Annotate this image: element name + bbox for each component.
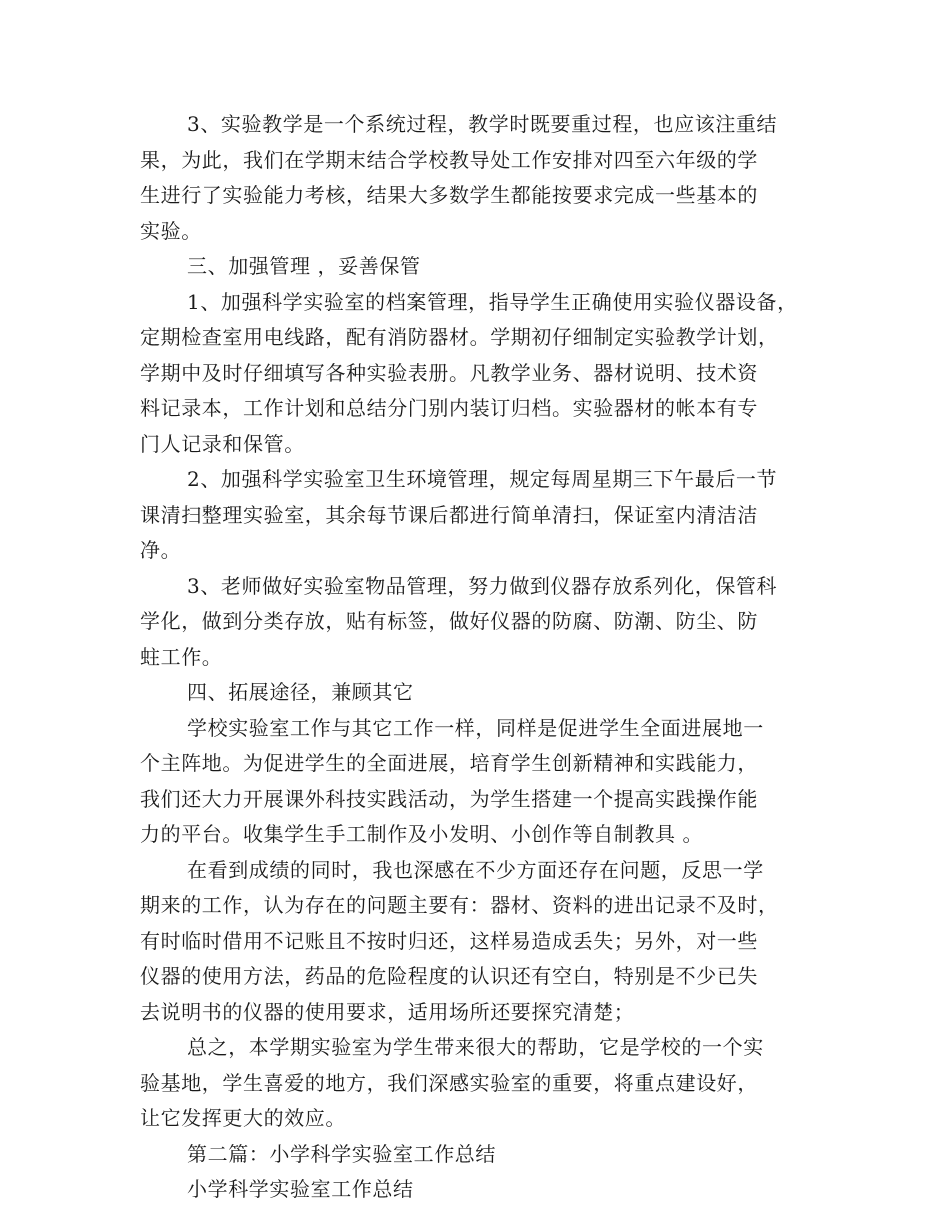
text-line: 课清扫整理实验室，其余每节课后都进行简单清扫，保证室内清洁洁: [140, 502, 758, 527]
text-line: 我们还大力开展课外科技实践活动，为学生搭建一个提高实践操作能: [140, 786, 758, 811]
text-line: 生进行了实验能力考核，结果大多数学生都能按要求完成一些基本的: [140, 183, 758, 207]
text-line: 蛀工作。: [140, 644, 223, 669]
text-line: 力的平台。收集学生手工制作及小发明、小创作等自制教具 。: [140, 822, 704, 846]
text-line: 料记录本，工作计划和总结分门别内装订归档。实验器材的帐本有专: [140, 396, 758, 420]
text-line: 3、老师做好实验室物品管理，努力做到仪器存放系列化，保管科: [187, 573, 778, 598]
text-line: 个主阵地。为促进学生的全面进展，培育学生创新精神和实践能力，: [140, 751, 758, 775]
text-line: 让它发挥更大的效应。: [140, 1106, 346, 1130]
text-line: 四、拓展途径，兼顾其它: [187, 680, 414, 704]
text-line: 第二篇：小学科学实验室工作总结: [187, 1141, 496, 1166]
text-line: 实验。: [140, 218, 202, 243]
text-line: 去说明书的仪器的使用要求，适用场所还要探究清楚；: [140, 999, 635, 1024]
text-line: 学校实验室工作与其它工作一样，同样是促进学生全面进展地一: [187, 715, 764, 740]
document-body: [140, 107, 815, 1208]
text-line: 果，为此，我们在学期末结合学校教导处工作安排对四至六年级的学: [140, 147, 758, 172]
text-line: 有时临时借用不记账且不按时归还，这样易造成丢失；另外，对一些: [140, 928, 758, 953]
text-line: 小学科学实验室工作总结: [187, 1177, 414, 1201]
text-line: 期来的工作，认为存在的问题主要有：器材、资料的进出记录不及时，: [140, 893, 779, 917]
text-line: 学化，做到分类存放，贴有标签，做好仪器的防腐、防潮、防尘、防: [140, 609, 758, 633]
text-line: 2、加强科学实验室卫生环境管理，规定每周星期三下午最后一节: [187, 467, 778, 491]
text-line: 1、加强科学实验室的档案管理，指导学生正确使用实验仪器设备，: [187, 289, 798, 314]
text-line: 3、实验教学是一个系统过程，教学时既要重过程，也应该注重结: [187, 112, 778, 136]
text-line: 净。: [140, 538, 182, 562]
text-line: 验基地，学生喜爱的地方，我们深感实验室的重要，将重点建设好，: [140, 1070, 758, 1095]
text-line: 学期中及时仔细填写各种实验表册。凡教学业务、器材说明、技术资: [140, 360, 758, 385]
text-line: 门人记录和保管。: [140, 431, 305, 456]
text-line: 三、加强管理 ，妥善保管: [187, 254, 421, 278]
text-line: 在看到成绩的同时，我也深感在不少方面还存在问题，反思一学: [187, 857, 764, 882]
text-line: 仪器的使用方法，药品的危险程度的认识还有空白，特别是不少已失: [140, 964, 758, 988]
text-line: 总之，本学期实验室为学生带来很大的帮助，它是学校的一个实: [187, 1035, 764, 1059]
text-line: 定期检查室用电线路，配有消防器材。学期初仔细制定实验教学计划，: [140, 325, 779, 349]
